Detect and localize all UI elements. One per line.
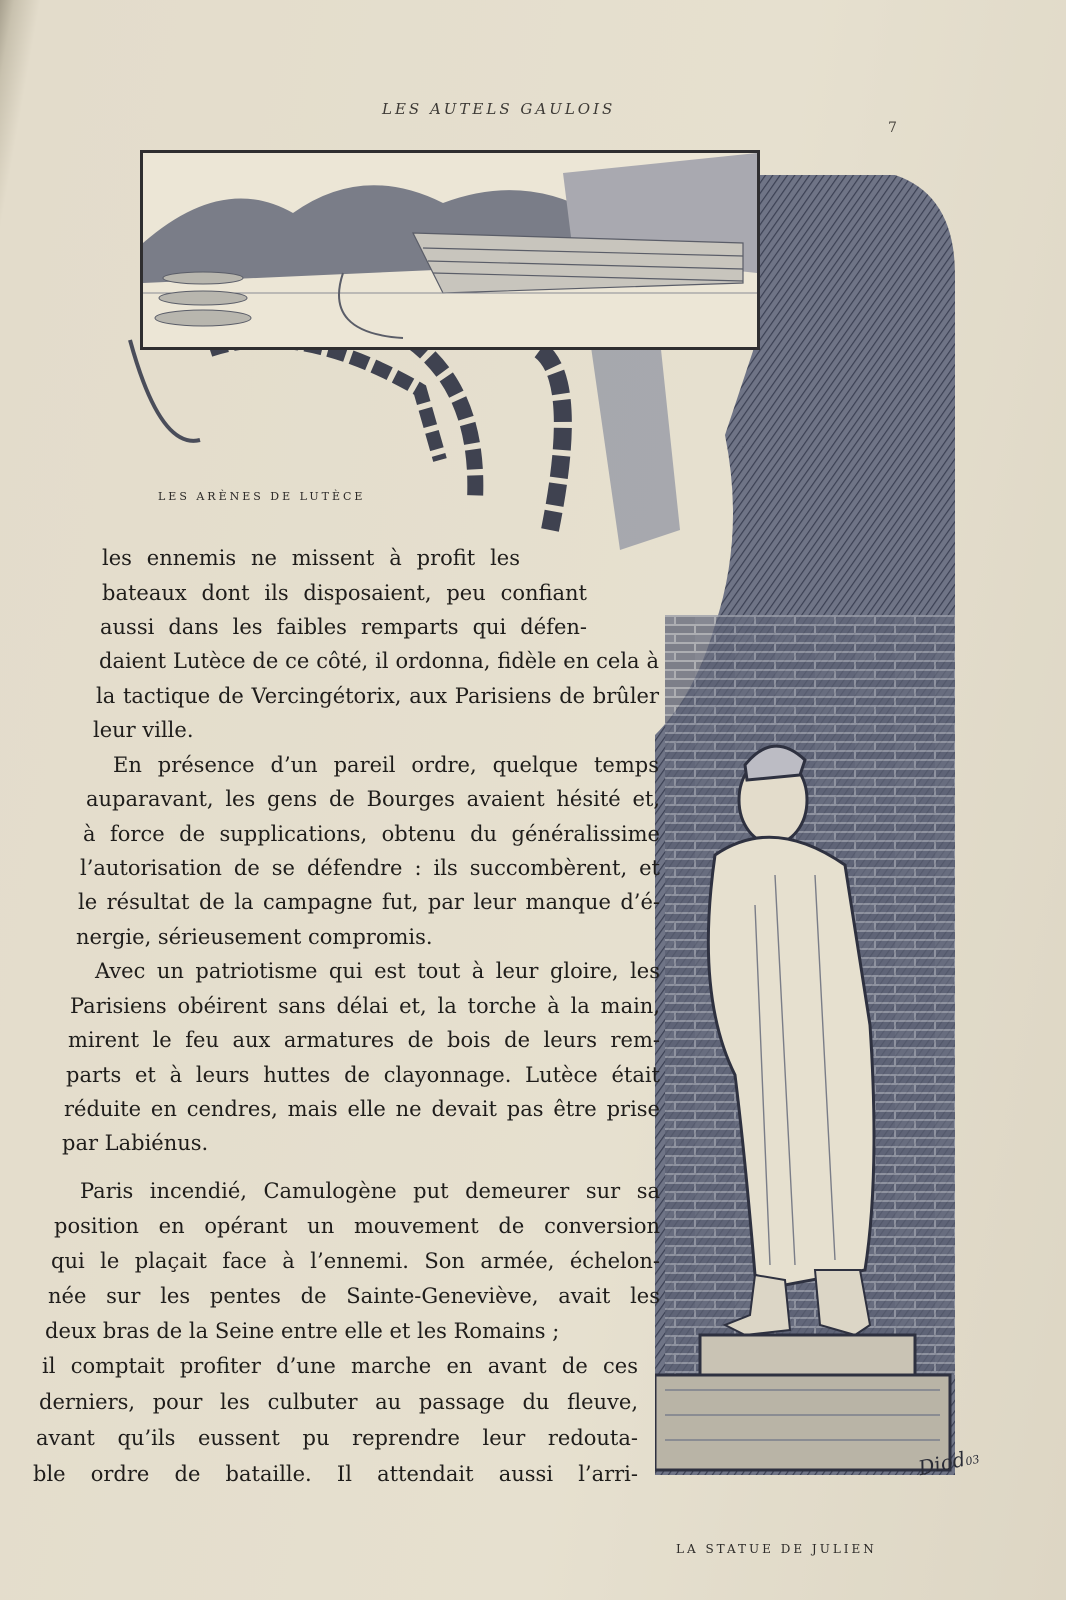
text-line: En présence d’un pareil ordre, quelque temps [113,753,659,777]
text-line: réduite en cendres, mais elle ne devait pas être prise [64,1097,660,1121]
text-line: ble ordre de bataille. Il attendait aussi l’arri- [33,1462,638,1486]
text-line: nergie, sérieusement compromis. [76,925,433,949]
text-line: position en opérant un mouvement de conversion [54,1214,660,1238]
text-line: née sur les pentes de Sainte-Geneviève, avait les [48,1284,660,1308]
text-line: bateaux dont ils disposaient, peu confiant [102,581,587,605]
text-line: avant qu’ils eussent pu reprendre leur redouta- [36,1426,638,1450]
text-line: leur ville. [93,718,194,742]
text-line: auparavant, les gens de Bourges avaient hésité et, [86,787,660,811]
text-line: daient Lutèce de ce côté, il ordonna, fidèle en cela à [99,649,659,673]
text-line: il comptait profiter d’une marche en avant de ces [42,1354,638,1378]
text-line: par Labiénus. [62,1131,209,1155]
text-line: les ennemis ne missent à profit les [102,546,520,570]
caption-statue: LA STATUE DE JULIEN [676,1542,877,1556]
text-line: deux bras de la Seine entre elle et les Romains ; [45,1319,560,1343]
running-head: LES AUTELS GAULOIS [382,100,616,118]
signature-name: Diod [916,1446,968,1481]
text-line: Parisiens obéirent sans délai et, la torche à la main, [70,994,660,1018]
statue-illustration [655,175,960,1535]
caption-arenes: LES ARÈNES DE LUTÈCE [158,490,366,503]
text-line: qui le plaçait face à l’ennemi. Son armée, échelon- [51,1249,660,1273]
text-line: derniers, pour les culbuter au passage du fleuve, [39,1390,638,1414]
text-line: le résultat de la campagne fut, par leur manque d’é- [78,890,660,914]
arenes-illustration [143,153,757,347]
text-line: la tactique de Vercingétorix, aux Parisiens de brûler [96,684,659,708]
text-line: Avec un patriotisme qui est tout à leur gloire, les [95,959,660,983]
text-line: mirent le feu aux armatures de bois de leurs rem- [68,1028,660,1052]
text-line: aussi dans les faibles remparts qui défen- [100,615,587,639]
page-number: 7 [888,120,897,136]
text-line: à force de supplications, obtenu du généralissime [83,822,660,846]
arches-illustration [120,330,680,550]
arenes-illustration-frame [140,150,760,350]
text-line: Paris incendié, Camulogène put demeurer sur sa [80,1179,660,1203]
text-line: parts et à leurs huttes de clayonnage. Lutèce était [66,1063,660,1087]
text-line: l’autorisation de se défendre : ils succombèrent, et [80,856,660,880]
signature-year: 03 [964,1452,981,1469]
